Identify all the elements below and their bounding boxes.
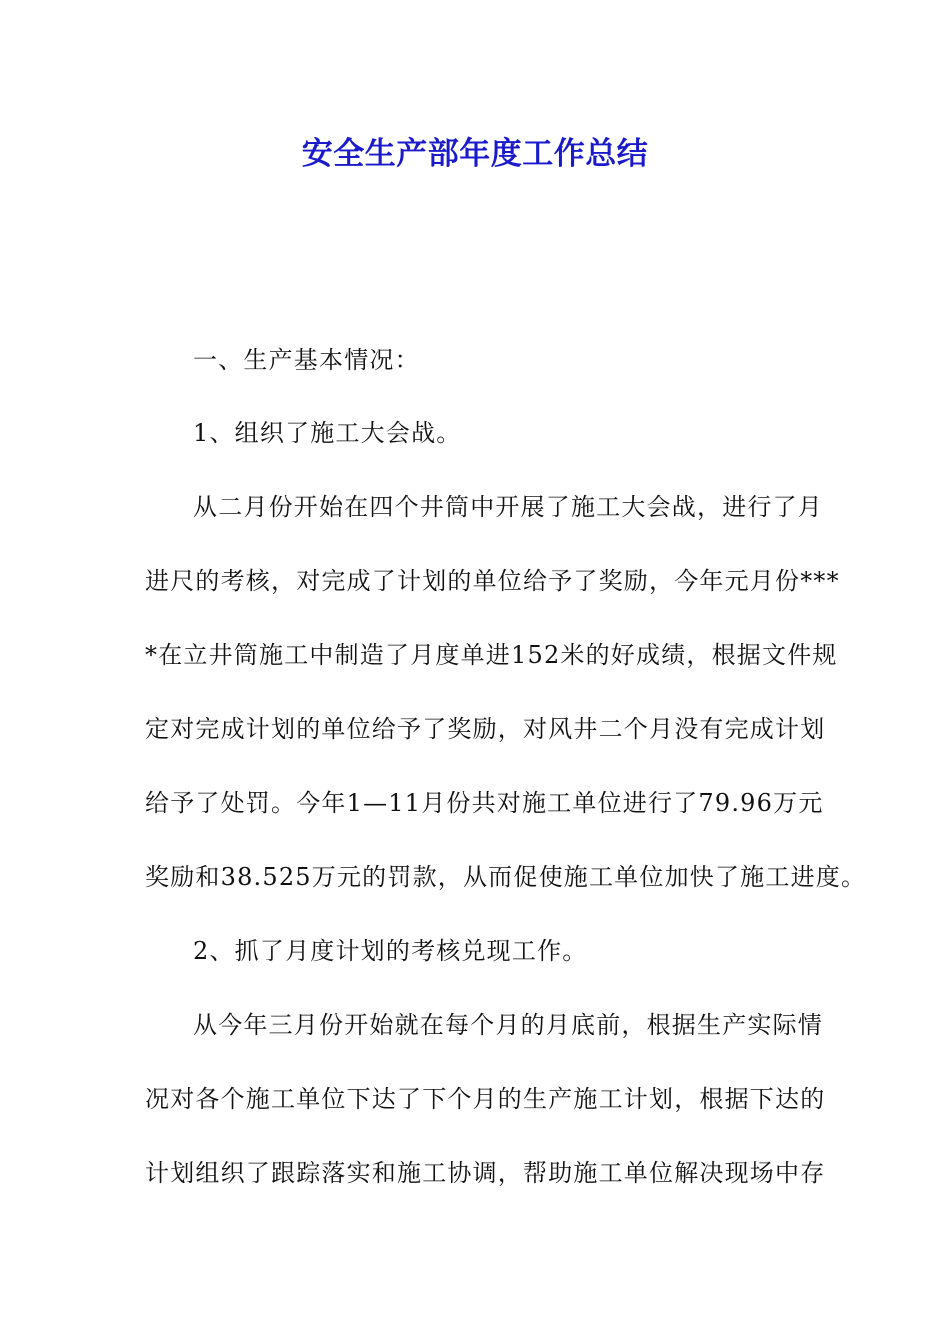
paragraph-line: 给予了处罚。今年1—11月份共对施工单位进行了79.96万元 (145, 789, 824, 817)
paragraph-line: 从今年三月份开始就在每个月的月底前，根据生产实际情 (193, 1011, 823, 1039)
section-heading-1: 一、生产基本情况： (193, 346, 420, 374)
document-title: 安全生产部年度工作总结 (301, 136, 649, 172)
paragraph-line: 从二月份开始在四个井筒中开展了施工大会战，进行了月 (193, 493, 823, 521)
paragraph-line: 奖励和38.525万元的罚款，从而促使施工单位加快了施工进度。 (145, 863, 867, 891)
subsection-heading-2: 2、抓了月度计划的考核兑现工作。 (193, 937, 588, 965)
paragraph-line: 计划组织了跟踪落实和施工协调，帮助施工单位解决现场中存 (145, 1159, 826, 1187)
subsection-heading-1: 1、组织了施工大会战。 (193, 419, 462, 447)
paragraph-line: 定对完成计划的单位给予了奖励，对风井二个月没有完成计划 (145, 715, 826, 743)
paragraph-line: 况对各个施工单位下达了下个月的生产施工计划，根据下达的 (145, 1085, 826, 1113)
paragraph-line: 进尺的考核，对完成了计划的单位给予了奖励，今年元月份*** (145, 567, 840, 595)
paragraph-line: *在立井筒施工中制造了月度单进152米的好成绩，根据文件规 (145, 641, 838, 669)
